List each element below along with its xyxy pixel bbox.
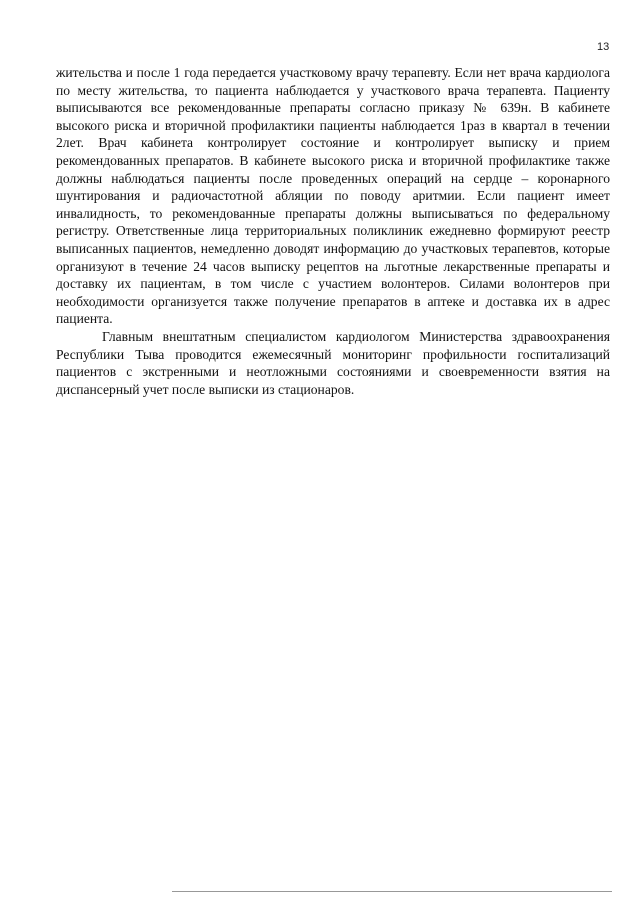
page-number: 13 [597,41,610,53]
paragraph-continuation: жительства и после 1 года передается участковому врачу терапевту. Если нет врача кардиолога по месту жительства, то пациента наблюдается у участкового врача терапевта. Пациенту выписываются все рекомендованные препараты согласно приказу № 639н. В кабинете высокого риска и вторичной профилактики пациенты наблюдается 1раз в квартал в течении 2лет. Врач кабинета контролирует состояние и контролирует выписку и прием рекомендованных препаратов. В кабинете высокого риска и вторичной профилактике также должны наблюдаться пациенты после проведенных операций на сердце – коронарного шунтирования и радиочастотной абляции по поводу аритмии. Если пациент имеет инвалидность, то рекомендованные препараты должны выписываться по федеральному регистру. Ответственные лица территориальных поликлиник ежедневно формируют реестр выписанных пациентов, немедленно доводят информацию до участковых терапевтов, которые организуют в течение 24 часов выписку рецептов на льготные лекарственные препараты и доставку их пациентам, в том числе с участием волонтеров. Силами волонтеров при необходимости организуется также получение препаратов в аптеке и доставка их в адрес пациента. [56,65,610,327]
document-body [56,64,610,398]
paragraph-monitoring: Главным внештатным специалистом кардиологом Министерства здравоохранения Республики Тыва проводится ежемесячный мониторинг профильности госпитализаций пациентов с экстренными и неотложными состояниями и своевременности взятия на диспансерный учет после выписки из стационаров. [56,328,610,397]
scan-edge-line [172,891,612,892]
